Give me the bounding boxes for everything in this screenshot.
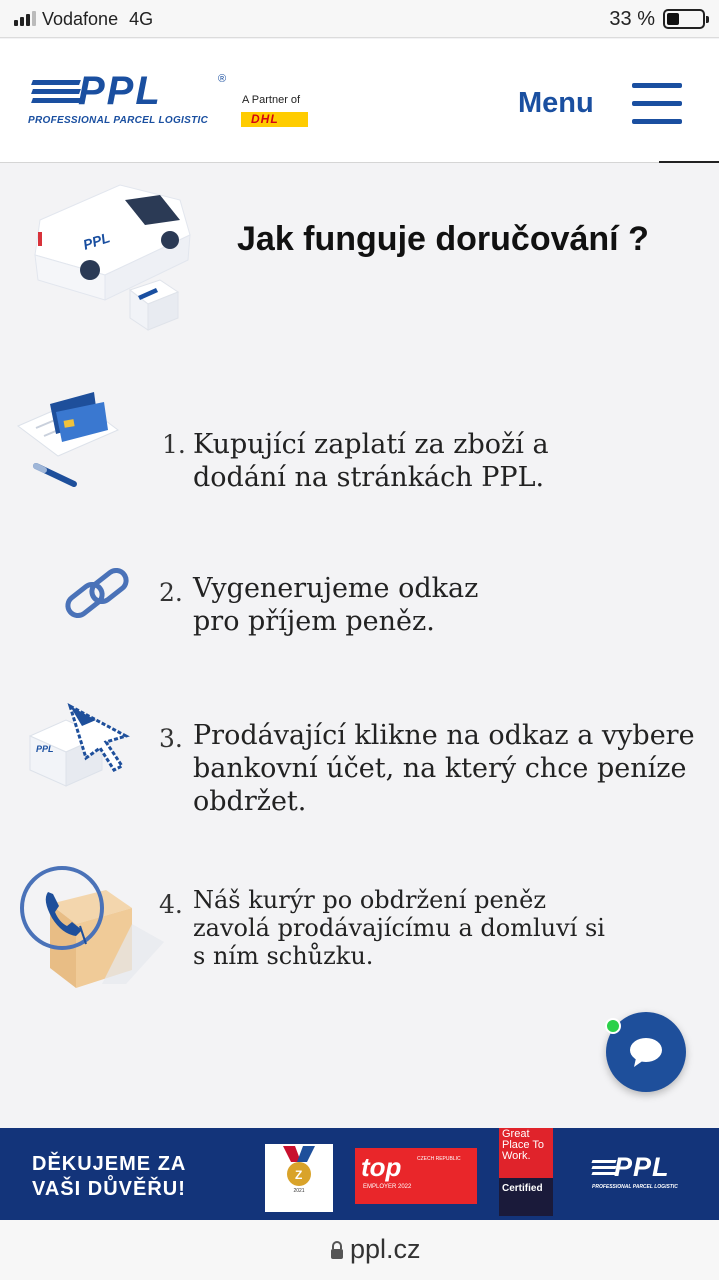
banner-logo-stripes xyxy=(592,1160,616,1178)
step-line: dodání na stránkách PPL. xyxy=(193,462,545,493)
award-badge-3 xyxy=(499,1128,553,1216)
svg-text:PPL: PPL xyxy=(36,744,54,754)
step-number: 3. xyxy=(159,724,183,753)
step-line: Vygenerujeme odkaz xyxy=(193,573,479,604)
online-status-dot xyxy=(605,1018,621,1034)
award-badge-2 xyxy=(355,1148,477,1204)
step-number: 2. xyxy=(159,578,183,607)
browser-url-bar[interactable] xyxy=(0,1220,719,1280)
credit-card-icon xyxy=(14,388,124,488)
cursor-click-icon xyxy=(26,696,146,792)
battery-icon xyxy=(663,9,705,29)
status-bar xyxy=(0,0,719,38)
step-line: Prodávající klikne na odkaz a vybere xyxy=(193,720,695,751)
page-title: Jak funguje doručování ? xyxy=(237,220,649,258)
thanks-line: VAŠI DŮVĚŘU! xyxy=(32,1178,186,1200)
hamburger-menu-icon[interactable] xyxy=(632,83,682,125)
step-text xyxy=(193,719,695,818)
step-line: Náš kurýr po obdržení peněz xyxy=(193,886,546,914)
url-text[interactable]: ppl.cz xyxy=(350,1234,421,1264)
step-line: obdržet. xyxy=(193,786,307,817)
banner-ppl-logo xyxy=(592,1152,717,1198)
carrier-label xyxy=(42,9,153,30)
trust-banner xyxy=(0,1128,719,1220)
thanks-text xyxy=(32,1152,186,1202)
award-2-country: CZECH REPUBLIC xyxy=(417,1156,461,1162)
award-badge-1 xyxy=(265,1144,333,1212)
step-text xyxy=(193,428,549,494)
signal-icon xyxy=(14,10,36,26)
step-line: s ním schůzku. xyxy=(193,942,374,970)
dhl-logo-text: DHL xyxy=(251,112,279,126)
lock-icon xyxy=(330,1241,344,1259)
battery-percentage: 33 % xyxy=(609,8,655,30)
thanks-line: DĚKUJEME ZA xyxy=(32,1153,187,1175)
ppl-logo-stripes xyxy=(32,80,80,107)
step-number: 1. xyxy=(162,430,186,459)
step-text xyxy=(193,886,605,970)
award-1-year: 2021 xyxy=(293,1188,305,1194)
banner-logo-tagline: PROFESSIONAL PARCEL LOGISTIC xyxy=(592,1184,678,1190)
banner-logo-text: PPL xyxy=(614,1152,670,1182)
registered-mark: ® xyxy=(218,73,227,85)
step-text xyxy=(193,572,478,638)
ppl-logo-tagline: PROFESSIONAL PARCEL LOGISTIC xyxy=(28,115,209,126)
svg-text:Z: Z xyxy=(295,1168,303,1182)
award-3-certified: Certified xyxy=(502,1183,543,1194)
partner-text: A Partner of xyxy=(242,94,301,106)
step-line: pro příjem peněz. xyxy=(193,606,435,637)
link-icon xyxy=(62,562,132,628)
dhl-logo xyxy=(241,112,308,127)
award-3-title: Great Place To Work. xyxy=(502,1128,544,1162)
svg-text:PPL: PPL xyxy=(80,229,112,253)
header-divider xyxy=(659,161,719,163)
step-number: 4. xyxy=(159,890,183,919)
delivery-van-icon xyxy=(30,180,210,340)
step-line: zavolá prodávajícímu a domluví si xyxy=(193,914,605,942)
ppl-logo-text: PPL xyxy=(78,69,162,113)
carrier-name: Vodafone xyxy=(42,9,119,29)
menu-label[interactable]: Menu xyxy=(518,87,594,119)
chat-bubble-icon xyxy=(628,1036,664,1068)
site-header xyxy=(0,39,719,163)
network-type: 4G xyxy=(129,9,154,29)
phone-parcel-icon xyxy=(16,864,166,990)
ppl-logo[interactable] xyxy=(28,69,228,131)
award-2-employer: EMPLOYER 2022 xyxy=(363,1184,412,1190)
award-2-title: top xyxy=(361,1152,402,1182)
step-line: bankovní účet, na který chce peníze xyxy=(193,753,687,784)
medal-icon xyxy=(279,1146,319,1188)
step-line: Kupující zaplatí za zboží a xyxy=(193,429,549,460)
